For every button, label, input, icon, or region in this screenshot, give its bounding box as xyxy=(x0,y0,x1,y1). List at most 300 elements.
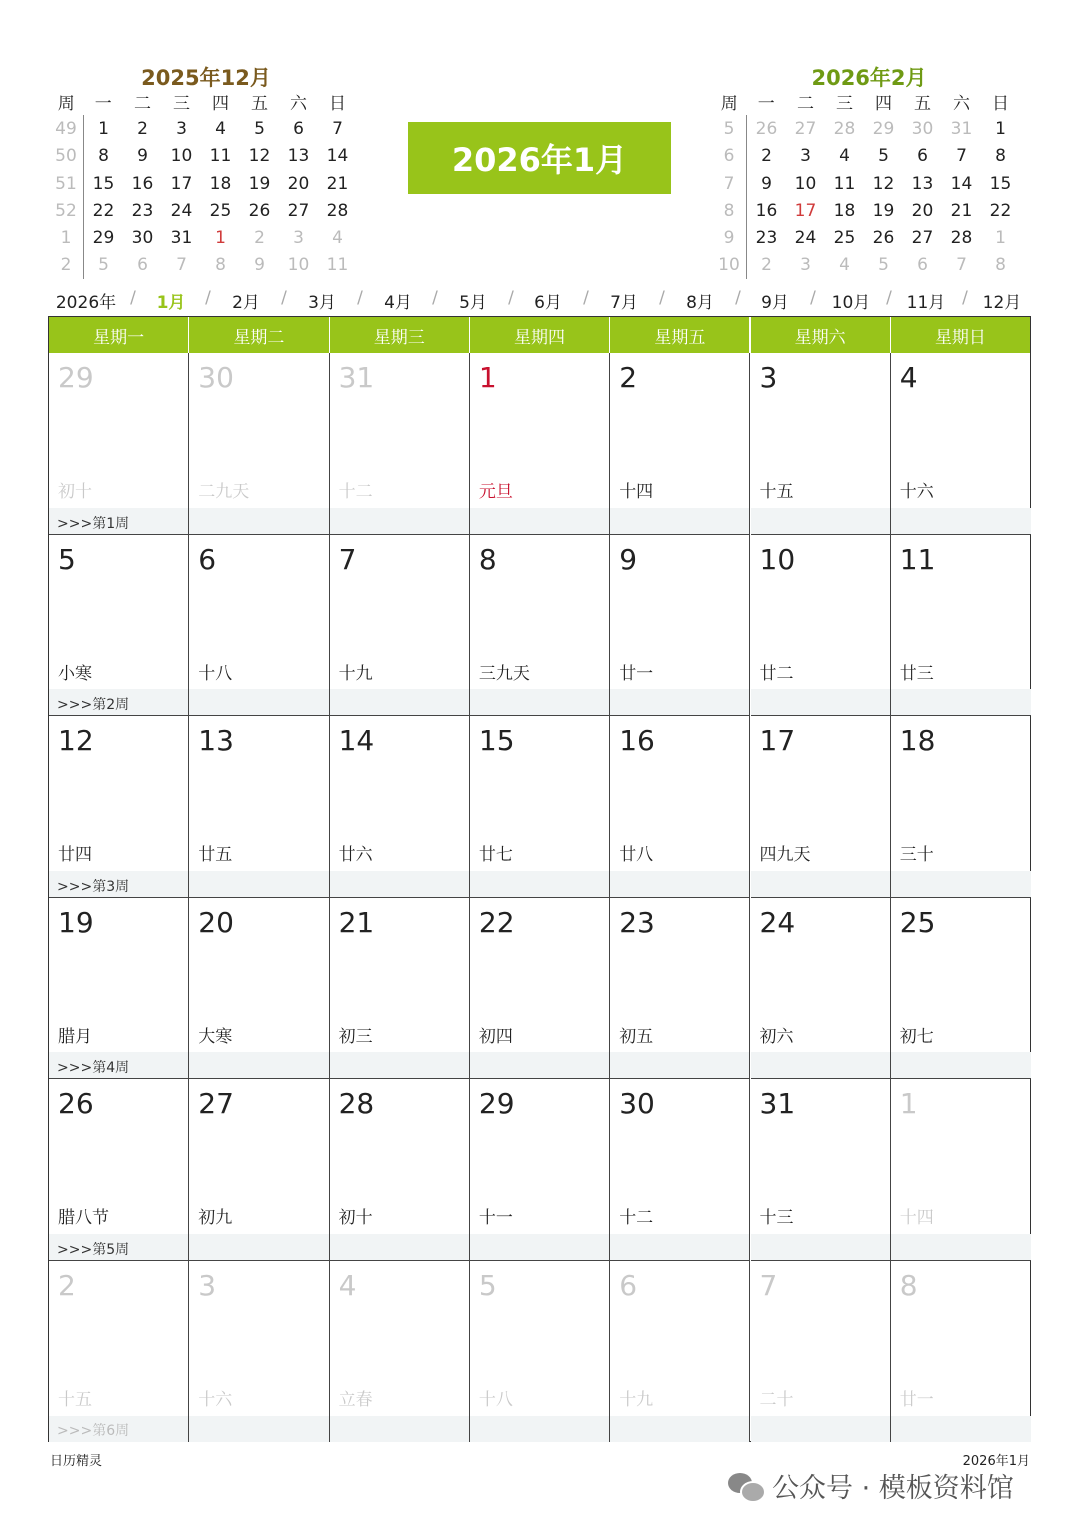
nav-month-1[interactable]: 1月 xyxy=(156,293,186,313)
mini-week-number: 6 xyxy=(712,143,747,170)
cell-footer-band xyxy=(751,871,890,897)
current-month-badge: 2026年1月 xyxy=(408,122,671,194)
day-number: 6 xyxy=(619,1268,638,1302)
day-number: 11 xyxy=(899,542,936,576)
cell-footer-band xyxy=(470,1416,609,1442)
lunar-date: 十一 xyxy=(478,1208,513,1228)
cell-footer-band xyxy=(330,508,469,534)
nav-month-9[interactable]: 9月 xyxy=(761,293,789,313)
nav-separator: / xyxy=(810,288,816,308)
mini-day: 3 xyxy=(176,118,187,139)
day-cell[interactable] xyxy=(330,1079,470,1261)
mini-day: 9 xyxy=(254,255,265,276)
day-number: 19 xyxy=(58,905,94,939)
mini-day: 17 xyxy=(170,173,193,194)
mini-day: 31 xyxy=(950,118,973,139)
mini-day: 14 xyxy=(950,173,973,194)
cell-footer-band xyxy=(189,689,328,715)
cell-footer-band xyxy=(610,508,749,534)
lunar-date: 十六 xyxy=(899,482,934,502)
mini-day: 29 xyxy=(92,228,115,249)
lunar-date: 十四 xyxy=(619,482,654,502)
lunar-date: 小寒 xyxy=(58,663,92,684)
next-month-title: 2026年2月 xyxy=(811,66,927,90)
day-number: 3 xyxy=(198,1268,217,1302)
day-cell[interactable] xyxy=(189,1261,329,1443)
mini-day: 2 xyxy=(761,146,772,167)
lunar-date: 四九天 xyxy=(759,845,811,865)
mini-day: 12 xyxy=(872,173,895,194)
mini-day: 5 xyxy=(98,255,109,276)
day-cell[interactable] xyxy=(470,716,610,898)
mini-day: 6 xyxy=(137,255,148,276)
prev-month-table xyxy=(49,88,357,279)
mini-day: 10 xyxy=(794,173,817,194)
day-number: 6 xyxy=(198,542,217,576)
week-label: >>>第3周 xyxy=(57,878,130,895)
mini-week-number: 51 xyxy=(49,170,84,197)
day-cell[interactable] xyxy=(49,1079,189,1261)
cell-footer-band xyxy=(751,1052,890,1078)
mini-day: 2 xyxy=(254,228,265,249)
day-number: 3 xyxy=(759,361,778,394)
cell-footer-band xyxy=(891,871,1031,897)
mini-day: 5 xyxy=(878,255,889,276)
mini-day: 27 xyxy=(911,228,934,249)
day-number: 7 xyxy=(759,1268,778,1302)
lunar-date: 廿三 xyxy=(899,663,934,684)
lunar-date: 十四 xyxy=(899,1208,934,1228)
month-nav xyxy=(48,288,1032,312)
mini-day: 15 xyxy=(989,173,1012,194)
weekday-header: 星期四 xyxy=(470,317,610,353)
mini-day: 26 xyxy=(755,118,778,139)
nav-month-2[interactable]: 2月 xyxy=(232,293,260,313)
footer-month: 2026年1月 xyxy=(962,1454,1030,1469)
day-cell[interactable] xyxy=(470,898,610,1080)
day-number: 1 xyxy=(899,1087,918,1120)
mini-day: 7 xyxy=(956,255,967,276)
lunar-date: 十九 xyxy=(338,663,373,684)
mini-week-number: 8 xyxy=(712,197,747,224)
nav-separator: / xyxy=(735,288,741,308)
mini-weekday-header: 日 xyxy=(329,94,346,115)
mini-week-number: 50 xyxy=(49,143,84,170)
day-cell[interactable] xyxy=(751,898,891,1080)
nav-separator: / xyxy=(130,288,136,308)
nav-separator: / xyxy=(583,288,589,308)
mini-week-number: 9 xyxy=(712,224,747,251)
mini-day: 28 xyxy=(833,118,856,139)
nav-month-6[interactable]: 6月 xyxy=(534,293,562,313)
mini-day: 6 xyxy=(293,118,304,139)
mini-day: 3 xyxy=(293,228,304,249)
cell-footer-band xyxy=(330,689,469,715)
mini-day: 7 xyxy=(332,118,343,139)
day-number: 2 xyxy=(58,1268,76,1302)
day-cell[interactable] xyxy=(610,1079,750,1261)
mini-weekday-header: 一 xyxy=(94,94,112,115)
nav-separator: / xyxy=(432,288,438,308)
mini-day: 30 xyxy=(911,118,934,139)
nav-month-12[interactable]: 12月 xyxy=(982,293,1022,313)
lunar-date: 廿四 xyxy=(58,845,92,865)
cell-footer-band xyxy=(891,1416,1031,1442)
cell-footer-band xyxy=(470,689,609,715)
day-cell[interactable] xyxy=(49,1261,189,1443)
cell-footer-band xyxy=(751,689,890,715)
mini-day: 10 xyxy=(287,255,310,276)
day-number: 13 xyxy=(198,724,234,757)
day-cell[interactable] xyxy=(330,353,470,535)
mini-day: 4 xyxy=(215,118,226,139)
mini-day: 23 xyxy=(755,228,778,249)
day-number: 21 xyxy=(338,905,375,939)
lunar-date: 十九 xyxy=(619,1389,654,1410)
day-cell[interactable] xyxy=(330,1261,470,1443)
cell-footer-band xyxy=(470,871,609,897)
cell-footer-band xyxy=(189,1416,328,1442)
day-number: 25 xyxy=(899,905,936,939)
cell-footer-band xyxy=(751,508,890,534)
day-number: 27 xyxy=(198,1087,234,1120)
day-cell[interactable] xyxy=(189,716,329,898)
mini-weekday-header: 周 xyxy=(57,94,75,115)
week-label: >>>第4周 xyxy=(57,1060,130,1076)
mini-day: 22 xyxy=(92,200,115,221)
nav-separator: / xyxy=(281,288,287,308)
day-number: 17 xyxy=(759,724,796,757)
mini-day: 3 xyxy=(800,255,811,276)
day-number: 31 xyxy=(338,361,375,394)
day-cell[interactable] xyxy=(189,535,329,717)
mini-day: 20 xyxy=(287,173,310,194)
day-cell[interactable] xyxy=(751,535,891,717)
mini-weekday-header: 二 xyxy=(134,94,151,115)
lunar-date: 初五 xyxy=(619,1026,654,1047)
lunar-date: 十八 xyxy=(478,1389,513,1410)
lunar-date: 元旦 xyxy=(478,482,513,502)
mini-day: 25 xyxy=(833,228,856,249)
day-number: 10 xyxy=(759,542,796,576)
nav-month-7[interactable]: 7月 xyxy=(610,293,638,313)
cell-footer-band xyxy=(891,1234,1031,1260)
lunar-date: 三九天 xyxy=(478,663,530,684)
day-cell[interactable] xyxy=(189,898,329,1080)
mini-day: 19 xyxy=(248,173,271,194)
mini-day: 27 xyxy=(287,200,310,221)
day-number: 29 xyxy=(478,1087,515,1120)
lunar-date: 廿七 xyxy=(478,845,513,865)
day-number: 15 xyxy=(478,724,515,757)
day-number: 20 xyxy=(198,905,234,939)
lunar-date: 廿五 xyxy=(198,845,233,865)
mini-week-number: 2 xyxy=(49,252,84,279)
lunar-date: 二十 xyxy=(759,1389,794,1410)
day-cell[interactable] xyxy=(470,1079,610,1261)
lunar-date: 十五 xyxy=(759,482,794,502)
nav-month-4[interactable]: 4月 xyxy=(384,293,412,313)
day-cell[interactable] xyxy=(610,353,750,535)
day-cell[interactable] xyxy=(330,898,470,1080)
mini-weekday-header: 周 xyxy=(720,94,738,115)
nav-separator: / xyxy=(886,288,892,308)
mini-week-number: 7 xyxy=(712,170,747,197)
cell-footer-band xyxy=(189,508,328,534)
week-label: >>>第6周 xyxy=(57,1423,130,1439)
mini-day: 5 xyxy=(878,146,889,167)
day-number: 8 xyxy=(899,1268,918,1302)
cell-footer-band xyxy=(751,1416,890,1442)
mini-day: 17 xyxy=(794,200,817,221)
mini-day: 1 xyxy=(215,228,226,249)
day-number: 12 xyxy=(58,724,94,757)
day-cell[interactable] xyxy=(610,716,750,898)
lunar-date: 初六 xyxy=(759,1026,794,1047)
mini-day: 4 xyxy=(332,228,343,249)
mini-weekday-header: 四 xyxy=(875,94,892,115)
footer-brand: 日历精灵 xyxy=(50,1454,103,1469)
mini-day: 4 xyxy=(839,146,850,167)
cell-footer-band xyxy=(470,1234,609,1260)
nav-year: 2026年 xyxy=(55,293,117,313)
day-number: 4 xyxy=(899,361,918,394)
cell-footer-band xyxy=(610,1234,749,1260)
mini-day: 19 xyxy=(872,200,895,221)
lunar-date: 廿二 xyxy=(759,663,794,684)
day-number: 7 xyxy=(338,542,357,576)
day-number: 1 xyxy=(478,361,497,394)
weekday-header: 星期六 xyxy=(751,317,891,353)
mini-weekday-header: 四 xyxy=(212,94,229,115)
nav-month-5[interactable]: 5月 xyxy=(459,293,487,313)
day-cell[interactable] xyxy=(891,1079,1031,1261)
cell-footer-band xyxy=(330,1052,469,1078)
day-number: 22 xyxy=(478,905,515,939)
cell-footer-band xyxy=(330,1416,469,1442)
day-number: 30 xyxy=(619,1087,655,1120)
mini-day: 6 xyxy=(917,255,928,276)
day-cell[interactable] xyxy=(751,1079,891,1261)
mini-day: 8 xyxy=(995,146,1006,167)
mini-weekday-header: 六 xyxy=(290,94,307,115)
mini-day: 7 xyxy=(176,255,187,276)
weekday-header: 星期五 xyxy=(610,317,750,353)
lunar-date: 廿八 xyxy=(619,845,654,865)
cell-footer-band xyxy=(189,1234,328,1260)
mini-day: 25 xyxy=(209,200,232,221)
cell-footer-band xyxy=(891,508,1031,534)
day-cell[interactable] xyxy=(610,535,750,717)
day-cell[interactable] xyxy=(49,353,189,535)
cell-footer-band xyxy=(470,508,609,534)
mini-day: 26 xyxy=(248,200,271,221)
cell-footer-band xyxy=(610,871,749,897)
mini-day: 11 xyxy=(209,146,232,167)
cell-footer-band xyxy=(610,1052,749,1078)
mini-week-number: 49 xyxy=(49,115,84,142)
day-cell[interactable] xyxy=(330,535,470,717)
lunar-date: 初九 xyxy=(198,1208,233,1228)
lunar-date: 十五 xyxy=(58,1389,92,1410)
day-cell[interactable] xyxy=(470,535,610,717)
cell-footer-band xyxy=(610,689,749,715)
day-cell[interactable] xyxy=(49,535,189,717)
day-number: 24 xyxy=(759,905,796,939)
cell-footer-band xyxy=(891,689,1031,715)
day-number: 16 xyxy=(619,724,655,757)
mini-day: 18 xyxy=(209,173,232,194)
day-cell[interactable] xyxy=(751,716,891,898)
lunar-date: 立春 xyxy=(338,1389,373,1410)
mini-day: 15 xyxy=(92,173,115,194)
day-cell[interactable] xyxy=(189,1079,329,1261)
weekday-header: 星期三 xyxy=(330,317,470,353)
mini-day: 28 xyxy=(326,200,349,221)
mini-week-number: 1 xyxy=(49,224,84,251)
nav-month-10[interactable]: 10月 xyxy=(831,293,871,313)
mini-weekday-header: 二 xyxy=(797,94,814,115)
day-cell[interactable] xyxy=(891,353,1031,535)
cell-footer-band xyxy=(189,871,328,897)
mini-day: 10 xyxy=(170,146,193,167)
next-month-table xyxy=(712,88,1020,279)
day-cell[interactable] xyxy=(891,535,1031,717)
day-cell[interactable] xyxy=(751,353,891,535)
watermark-text: 公众号 · 模板资料馆 xyxy=(772,1473,1014,1504)
day-number: 31 xyxy=(759,1087,796,1120)
mini-day: 3 xyxy=(800,146,811,167)
day-cell[interactable] xyxy=(751,1261,891,1443)
mini-weekday-header: 五 xyxy=(251,94,268,115)
day-number: 23 xyxy=(619,905,655,939)
mini-day: 2 xyxy=(761,255,772,276)
day-number: 18 xyxy=(899,724,936,757)
mini-day: 16 xyxy=(755,200,778,221)
lunar-date: 初七 xyxy=(899,1026,934,1047)
mini-day: 9 xyxy=(761,173,772,194)
mini-day: 20 xyxy=(911,200,934,221)
day-cell[interactable] xyxy=(470,1261,610,1443)
nav-month-8[interactable]: 8月 xyxy=(686,293,714,313)
mini-day: 24 xyxy=(794,228,817,249)
mini-weekday-header: 一 xyxy=(757,94,775,115)
weekday-header: 星期二 xyxy=(189,317,329,353)
mini-day: 6 xyxy=(917,146,928,167)
mini-day: 7 xyxy=(956,146,967,167)
lunar-date: 三十 xyxy=(899,845,934,865)
mini-day: 28 xyxy=(950,228,973,249)
cell-footer-band xyxy=(610,1416,749,1442)
lunar-date: 初四 xyxy=(478,1026,513,1047)
mini-day: 31 xyxy=(170,228,193,249)
mini-day: 8 xyxy=(98,146,109,167)
day-cell[interactable] xyxy=(470,353,610,535)
mini-day: 26 xyxy=(872,228,895,249)
day-cell[interactable] xyxy=(49,716,189,898)
day-number: 14 xyxy=(338,724,375,757)
nav-separator: / xyxy=(205,288,211,308)
mini-day: 1 xyxy=(98,118,109,139)
cell-footer-band xyxy=(470,1052,609,1078)
mini-day: 14 xyxy=(326,146,349,167)
lunar-date: 初十 xyxy=(58,482,92,502)
mini-day: 4 xyxy=(839,255,850,276)
mini-day: 23 xyxy=(131,200,154,221)
nav-month-11[interactable]: 11月 xyxy=(906,293,946,313)
mini-day: 2 xyxy=(137,118,148,139)
day-cell[interactable] xyxy=(891,716,1031,898)
mini-day: 12 xyxy=(248,146,271,167)
mini-day: 13 xyxy=(287,146,310,167)
mini-day: 13 xyxy=(911,173,934,194)
day-number: 30 xyxy=(198,361,234,394)
week-label: >>>第2周 xyxy=(57,697,130,713)
day-cell[interactable] xyxy=(891,1261,1031,1443)
day-number: 29 xyxy=(58,361,94,394)
mini-weekday-header: 五 xyxy=(914,94,931,115)
mini-weekday-header: 日 xyxy=(992,94,1009,115)
day-number: 9 xyxy=(619,542,638,576)
nav-separator: / xyxy=(659,288,665,308)
cell-footer-band xyxy=(189,1052,328,1078)
mini-day: 21 xyxy=(326,173,349,194)
day-number: 5 xyxy=(58,542,76,576)
cell-footer-band xyxy=(330,1234,469,1260)
lunar-date: 初三 xyxy=(338,1026,373,1047)
day-cell[interactable] xyxy=(891,898,1031,1080)
nav-month-3[interactable]: 3月 xyxy=(308,293,336,313)
day-cell[interactable] xyxy=(49,898,189,1080)
day-cell[interactable] xyxy=(610,898,750,1080)
day-number: 5 xyxy=(478,1268,497,1302)
day-number: 26 xyxy=(58,1087,94,1120)
nav-separator: / xyxy=(962,288,968,308)
day-cell[interactable] xyxy=(189,353,329,535)
lunar-date: 十二 xyxy=(619,1208,654,1228)
lunar-date: 廿六 xyxy=(338,845,373,865)
lunar-date: 腊月 xyxy=(58,1026,92,1047)
mini-day: 1 xyxy=(995,228,1006,249)
mini-day: 9 xyxy=(137,146,148,167)
lunar-date: 十八 xyxy=(198,663,233,684)
wechat-icon xyxy=(728,1471,764,1501)
weekday-header: 星期日 xyxy=(891,317,1030,353)
mini-day: 24 xyxy=(170,200,193,221)
lunar-date: 腊八节 xyxy=(58,1208,109,1228)
day-number: 4 xyxy=(338,1268,357,1302)
mini-day: 8 xyxy=(995,255,1006,276)
day-number: 8 xyxy=(478,542,497,576)
day-cell[interactable] xyxy=(610,1261,750,1443)
day-number: 28 xyxy=(338,1087,375,1120)
weekday-header: 星期一 xyxy=(49,317,189,353)
lunar-date: 十三 xyxy=(759,1208,794,1228)
mini-week-number: 5 xyxy=(712,115,747,142)
lunar-date: 二九天 xyxy=(198,482,250,502)
mini-day: 18 xyxy=(833,200,856,221)
mini-day: 21 xyxy=(950,200,973,221)
mini-day: 30 xyxy=(131,228,154,249)
day-cell[interactable] xyxy=(330,716,470,898)
mini-day: 11 xyxy=(326,255,349,276)
mini-day: 8 xyxy=(215,255,226,276)
nav-separator: / xyxy=(357,288,363,308)
day-number: 2 xyxy=(619,361,638,394)
mini-day: 11 xyxy=(833,173,856,194)
watermark xyxy=(728,1466,1014,1505)
prev-month-title: 2025年12月 xyxy=(141,66,271,90)
